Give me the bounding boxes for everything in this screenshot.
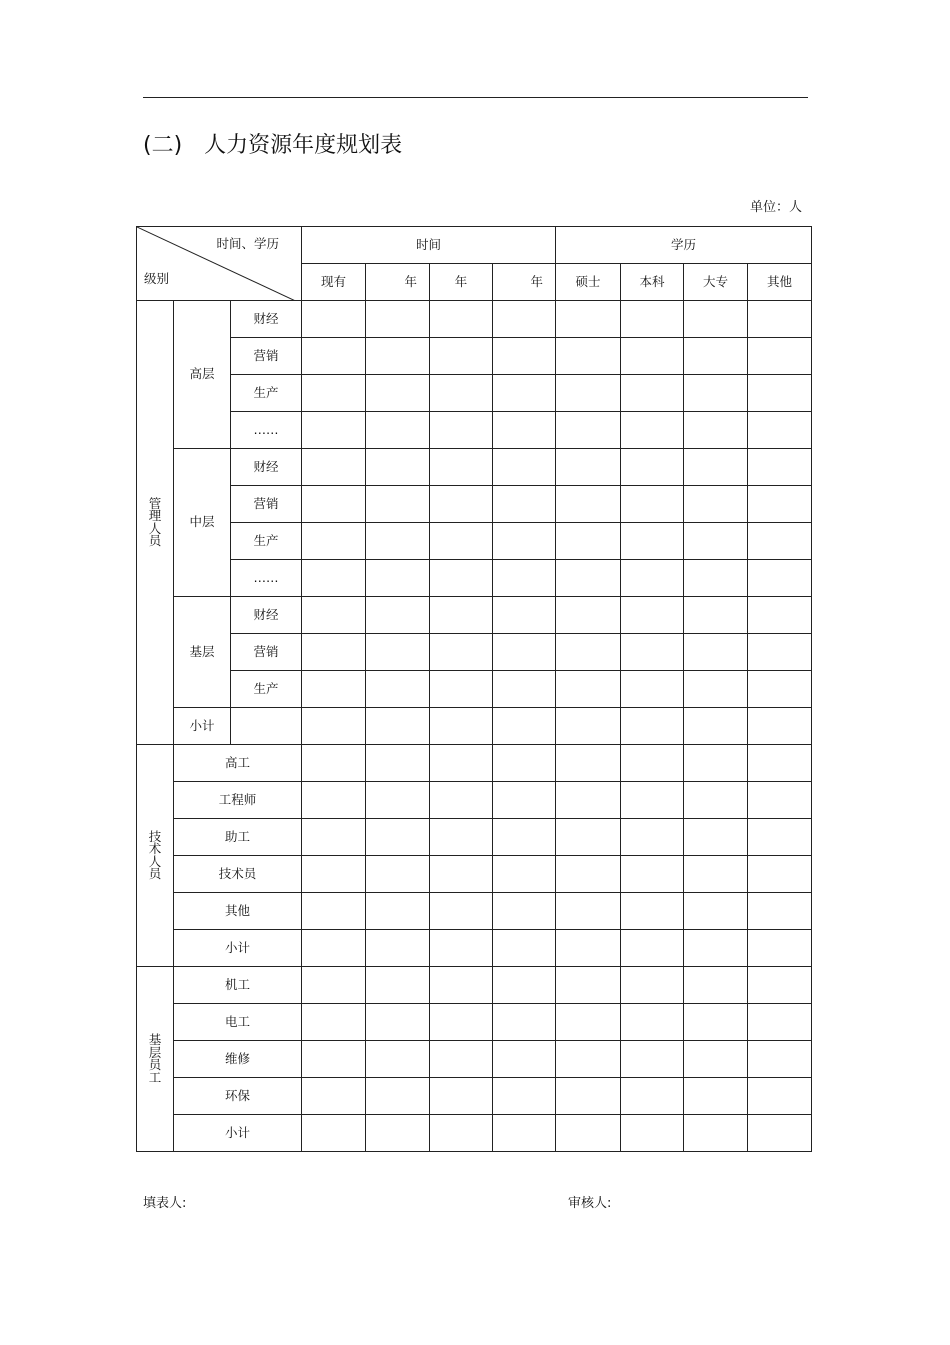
data-cell[interactable] xyxy=(493,486,556,523)
data-cell[interactable] xyxy=(493,893,556,930)
title-number: (二) xyxy=(143,133,183,158)
data-cell[interactable] xyxy=(556,375,621,412)
data-cell[interactable] xyxy=(430,930,493,967)
row-label: 维修 xyxy=(174,1041,302,1078)
data-cell[interactable] xyxy=(556,523,621,560)
filler-label: 填表人: xyxy=(143,1196,187,1211)
data-cell[interactable] xyxy=(430,893,493,930)
data-cell[interactable] xyxy=(430,1115,493,1152)
top-rule xyxy=(143,97,808,98)
data-cell[interactable] xyxy=(556,338,621,375)
data-cell[interactable] xyxy=(684,301,748,338)
data-cell[interactable] xyxy=(748,597,812,634)
col-header-year-1: 年 xyxy=(366,264,430,301)
data-cell[interactable] xyxy=(621,893,684,930)
data-cell[interactable] xyxy=(556,819,621,856)
col-header-year-2: 年 xyxy=(430,264,493,301)
data-cell[interactable] xyxy=(302,338,366,375)
level-middle: 中层 xyxy=(174,449,231,597)
data-cell[interactable] xyxy=(684,967,748,1004)
data-cell[interactable] xyxy=(366,708,430,745)
page-title xyxy=(143,128,402,159)
row-label: 营销 xyxy=(231,634,302,671)
data-cell[interactable] xyxy=(684,782,748,819)
row-label: 助工 xyxy=(174,819,302,856)
row-label: …… xyxy=(231,412,302,449)
data-cell[interactable] xyxy=(302,1078,366,1115)
data-cell[interactable] xyxy=(302,301,366,338)
data-cell[interactable] xyxy=(621,671,684,708)
data-cell[interactable] xyxy=(684,486,748,523)
data-cell[interactable] xyxy=(684,338,748,375)
data-cell[interactable] xyxy=(493,375,556,412)
data-cell[interactable] xyxy=(621,745,684,782)
data-cell[interactable] xyxy=(748,338,812,375)
data-cell[interactable] xyxy=(684,634,748,671)
data-cell[interactable] xyxy=(302,671,366,708)
data-cell[interactable] xyxy=(621,856,684,893)
data-cell[interactable] xyxy=(621,1115,684,1152)
data-cell[interactable] xyxy=(684,671,748,708)
data-cell[interactable] xyxy=(430,708,493,745)
data-cell[interactable] xyxy=(748,671,812,708)
data-cell[interactable] xyxy=(621,597,684,634)
data-cell[interactable] xyxy=(748,560,812,597)
data-cell[interactable] xyxy=(684,893,748,930)
data-cell[interactable] xyxy=(493,819,556,856)
data-cell[interactable] xyxy=(684,523,748,560)
data-cell[interactable] xyxy=(684,412,748,449)
row-label: 环保 xyxy=(174,1078,302,1115)
data-cell[interactable] xyxy=(556,1078,621,1115)
data-cell[interactable] xyxy=(430,523,493,560)
data-cell[interactable] xyxy=(302,819,366,856)
data-cell[interactable] xyxy=(302,856,366,893)
data-cell[interactable] xyxy=(430,560,493,597)
row-label: 生产 xyxy=(231,523,302,560)
data-cell[interactable] xyxy=(430,1041,493,1078)
data-cell[interactable] xyxy=(621,930,684,967)
data-cell[interactable] xyxy=(430,856,493,893)
col-header-other: 其他 xyxy=(748,264,812,301)
data-cell[interactable] xyxy=(430,338,493,375)
data-cell[interactable] xyxy=(684,560,748,597)
data-cell[interactable] xyxy=(493,338,556,375)
data-cell[interactable] xyxy=(302,597,366,634)
col-header-bachelor: 本科 xyxy=(621,264,684,301)
data-cell[interactable] xyxy=(556,893,621,930)
data-cell[interactable] xyxy=(621,1041,684,1078)
data-cell[interactable] xyxy=(231,708,302,745)
data-cell[interactable] xyxy=(366,1078,430,1115)
row-label: 财经 xyxy=(231,301,302,338)
data-cell[interactable] xyxy=(493,1041,556,1078)
data-cell[interactable] xyxy=(430,782,493,819)
data-cell[interactable] xyxy=(621,634,684,671)
data-cell[interactable] xyxy=(493,708,556,745)
row-label: 电工 xyxy=(174,1004,302,1041)
data-cell[interactable] xyxy=(302,486,366,523)
data-cell[interactable] xyxy=(493,1004,556,1041)
data-cell[interactable] xyxy=(302,560,366,597)
row-label: 财经 xyxy=(231,449,302,486)
data-cell[interactable] xyxy=(748,782,812,819)
data-cell[interactable] xyxy=(621,301,684,338)
data-cell[interactable] xyxy=(366,597,430,634)
data-cell[interactable] xyxy=(430,301,493,338)
data-cell[interactable] xyxy=(366,412,430,449)
data-cell[interactable] xyxy=(748,745,812,782)
data-cell[interactable] xyxy=(684,708,748,745)
data-cell[interactable] xyxy=(684,375,748,412)
data-cell[interactable] xyxy=(556,560,621,597)
data-cell[interactable] xyxy=(366,486,430,523)
data-cell[interactable] xyxy=(684,449,748,486)
data-cell[interactable] xyxy=(748,930,812,967)
data-cell[interactable] xyxy=(493,634,556,671)
data-cell[interactable] xyxy=(302,375,366,412)
row-label: 生产 xyxy=(231,671,302,708)
data-cell[interactable] xyxy=(493,930,556,967)
header-time-group: 时间 xyxy=(302,227,556,264)
data-cell[interactable] xyxy=(493,1115,556,1152)
data-cell[interactable] xyxy=(748,523,812,560)
data-cell[interactable] xyxy=(493,523,556,560)
data-cell[interactable] xyxy=(684,1078,748,1115)
data-cell[interactable] xyxy=(748,375,812,412)
data-cell[interactable] xyxy=(748,1004,812,1041)
data-cell[interactable] xyxy=(302,634,366,671)
data-cell[interactable] xyxy=(621,375,684,412)
data-cell[interactable] xyxy=(302,893,366,930)
data-cell[interactable] xyxy=(366,967,430,1004)
group-management: 管 理 人 员 xyxy=(137,301,174,745)
data-cell[interactable] xyxy=(430,634,493,671)
data-cell[interactable] xyxy=(302,523,366,560)
data-cell[interactable] xyxy=(621,708,684,745)
data-cell[interactable] xyxy=(684,930,748,967)
data-cell[interactable] xyxy=(366,671,430,708)
data-cell[interactable] xyxy=(621,560,684,597)
row-label: 生产 xyxy=(231,375,302,412)
header-time-edu: 时间、学历 xyxy=(216,236,279,251)
data-cell[interactable] xyxy=(748,967,812,1004)
data-cell[interactable] xyxy=(493,856,556,893)
row-label: …… xyxy=(231,560,302,597)
data-cell[interactable] xyxy=(366,745,430,782)
row-label: 高工 xyxy=(174,745,302,782)
data-cell[interactable] xyxy=(621,1004,684,1041)
level-base: 基层 xyxy=(174,597,231,708)
title-text: 人力资源年度规划表 xyxy=(204,133,403,158)
data-cell[interactable] xyxy=(621,486,684,523)
data-cell[interactable] xyxy=(302,782,366,819)
data-cell[interactable] xyxy=(366,1004,430,1041)
data-cell[interactable] xyxy=(302,449,366,486)
data-cell[interactable] xyxy=(493,412,556,449)
data-cell[interactable] xyxy=(366,1115,430,1152)
data-cell[interactable] xyxy=(748,1115,812,1152)
row-label: 工程师 xyxy=(174,782,302,819)
data-cell[interactable] xyxy=(748,1041,812,1078)
data-cell[interactable] xyxy=(493,1078,556,1115)
col-header-year-3: 年 xyxy=(493,264,556,301)
data-cell[interactable] xyxy=(748,1078,812,1115)
data-cell[interactable] xyxy=(556,597,621,634)
management-subtotal-label: 小计 xyxy=(174,708,231,745)
data-cell[interactable] xyxy=(748,412,812,449)
row-label: 其他 xyxy=(174,893,302,930)
data-cell[interactable] xyxy=(556,671,621,708)
data-cell[interactable] xyxy=(302,412,366,449)
data-cell[interactable] xyxy=(493,782,556,819)
unit-label: 单位：人 xyxy=(750,200,803,215)
data-cell[interactable] xyxy=(302,1041,366,1078)
data-cell[interactable] xyxy=(684,819,748,856)
data-cell[interactable] xyxy=(621,1078,684,1115)
data-cell[interactable] xyxy=(556,301,621,338)
data-cell[interactable] xyxy=(556,708,621,745)
data-cell[interactable] xyxy=(430,671,493,708)
data-cell[interactable] xyxy=(621,449,684,486)
data-cell[interactable] xyxy=(493,560,556,597)
row-label: 营销 xyxy=(231,338,302,375)
data-cell[interactable] xyxy=(493,967,556,1004)
data-cell[interactable] xyxy=(748,893,812,930)
data-cell[interactable] xyxy=(621,782,684,819)
data-cell[interactable] xyxy=(366,560,430,597)
data-cell[interactable] xyxy=(621,819,684,856)
data-cell[interactable] xyxy=(302,708,366,745)
row-label: 小计 xyxy=(174,930,302,967)
col-header-master: 硕士 xyxy=(556,264,621,301)
data-cell[interactable] xyxy=(556,412,621,449)
data-cell[interactable] xyxy=(493,745,556,782)
data-cell[interactable] xyxy=(556,930,621,967)
row-label: 营销 xyxy=(231,486,302,523)
data-cell[interactable] xyxy=(556,1041,621,1078)
data-cell[interactable] xyxy=(748,301,812,338)
data-cell[interactable] xyxy=(556,634,621,671)
diagonal-header-cell xyxy=(137,227,302,301)
data-cell[interactable] xyxy=(302,1115,366,1152)
data-cell[interactable] xyxy=(366,301,430,338)
data-cell[interactable] xyxy=(621,523,684,560)
data-cell[interactable] xyxy=(493,449,556,486)
group-technical: 技 术 人 员 xyxy=(137,745,174,967)
data-cell[interactable] xyxy=(366,856,430,893)
reviewer-label: 审核人: xyxy=(568,1196,612,1211)
data-cell[interactable] xyxy=(556,856,621,893)
data-cell[interactable] xyxy=(366,782,430,819)
data-cell[interactable] xyxy=(430,597,493,634)
data-cell[interactable] xyxy=(556,486,621,523)
data-cell[interactable] xyxy=(684,1115,748,1152)
data-cell[interactable] xyxy=(366,1041,430,1078)
data-cell[interactable] xyxy=(621,967,684,1004)
data-cell[interactable] xyxy=(430,967,493,1004)
data-cell[interactable] xyxy=(430,449,493,486)
data-cell[interactable] xyxy=(366,819,430,856)
data-cell[interactable] xyxy=(366,893,430,930)
data-cell[interactable] xyxy=(430,1004,493,1041)
header-level: 级别 xyxy=(144,270,170,286)
data-cell[interactable] xyxy=(684,1004,748,1041)
data-cell[interactable] xyxy=(302,930,366,967)
data-cell[interactable] xyxy=(684,856,748,893)
data-cell[interactable] xyxy=(556,782,621,819)
data-cell[interactable] xyxy=(684,597,748,634)
col-header-current: 现有 xyxy=(302,264,366,301)
data-cell[interactable] xyxy=(621,412,684,449)
row-label: 技术员 xyxy=(174,856,302,893)
data-cell[interactable] xyxy=(366,523,430,560)
header-edu-group: 学历 xyxy=(556,227,812,264)
data-cell[interactable] xyxy=(302,967,366,1004)
data-cell[interactable] xyxy=(556,745,621,782)
data-cell[interactable] xyxy=(366,338,430,375)
data-cell[interactable] xyxy=(556,1115,621,1152)
data-cell[interactable] xyxy=(430,745,493,782)
data-cell[interactable] xyxy=(748,449,812,486)
data-cell[interactable] xyxy=(366,634,430,671)
data-cell[interactable] xyxy=(748,708,812,745)
data-cell[interactable] xyxy=(556,449,621,486)
data-cell[interactable] xyxy=(748,856,812,893)
row-label: 小计 xyxy=(174,1115,302,1152)
data-cell[interactable] xyxy=(556,1004,621,1041)
data-cell[interactable] xyxy=(748,819,812,856)
level-senior: 高层 xyxy=(174,301,231,449)
data-cell[interactable] xyxy=(493,597,556,634)
group-workers: 基 层 员 工 xyxy=(137,967,174,1152)
data-cell[interactable] xyxy=(684,1041,748,1078)
data-cell[interactable] xyxy=(493,671,556,708)
data-cell[interactable] xyxy=(748,634,812,671)
data-cell[interactable] xyxy=(366,449,430,486)
data-cell[interactable] xyxy=(430,486,493,523)
data-cell[interactable] xyxy=(366,375,430,412)
data-cell[interactable] xyxy=(684,745,748,782)
data-cell[interactable] xyxy=(430,412,493,449)
row-label: 机工 xyxy=(174,967,302,1004)
data-cell[interactable] xyxy=(430,375,493,412)
data-cell[interactable] xyxy=(430,819,493,856)
data-cell[interactable] xyxy=(302,1004,366,1041)
data-cell[interactable] xyxy=(556,967,621,1004)
data-cell[interactable] xyxy=(302,745,366,782)
data-cell[interactable] xyxy=(621,338,684,375)
data-cell[interactable] xyxy=(366,930,430,967)
row-label: 财经 xyxy=(231,597,302,634)
col-header-college: 大专 xyxy=(684,264,748,301)
hr-plan-table xyxy=(136,226,812,1152)
data-cell[interactable] xyxy=(430,1078,493,1115)
data-cell[interactable] xyxy=(493,301,556,338)
data-cell[interactable] xyxy=(748,486,812,523)
